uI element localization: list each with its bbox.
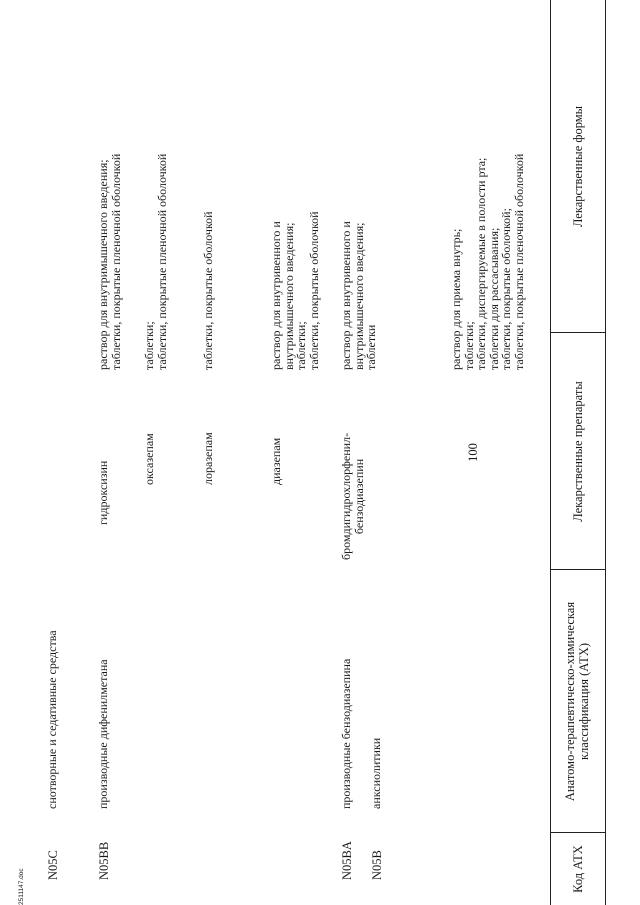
form-line: таблетки, покрытые пленочной оболочкой [511, 153, 526, 370]
header-atc-classification [563, 570, 591, 833]
header-atc-line-1: Анатомо-терапевтическо-химическая [563, 601, 577, 802]
atc-class-benzodiazepine-derivatives: производные бензодиазепина [339, 658, 353, 809]
form-line: раствор для внутривенного и [269, 221, 283, 370]
forms-cell-hydroxyzine [97, 154, 122, 370]
drug-oxazepam: оксазепам [142, 433, 156, 485]
header-atc-line-2: классификация (АТХ) [577, 642, 591, 761]
form-line: таблетки; [142, 321, 156, 370]
form-line: раствор для внутривенного и [339, 221, 353, 370]
forms-cell-continuation [450, 154, 526, 370]
page-number: 100 [466, 443, 480, 462]
atc-code-n05b: N05B [370, 850, 384, 880]
form-line: таблетки, покрытые оболочкой [201, 211, 215, 370]
form-line: таблетки, покрытые оболочкой; [499, 208, 514, 370]
form-line: внутримышечного введения; [281, 222, 296, 370]
atc-class-anxiolytics: анксиолитики [369, 737, 383, 809]
header-forms: Лекарственные формы [571, 105, 585, 228]
drug-hydroxyzine: гидроксизин [96, 460, 110, 525]
drug-diazepam: диазепам [269, 437, 283, 485]
drug-name-line: бромдигидрохлорфенил- [339, 432, 353, 560]
forms-cell-diazepam [270, 211, 320, 370]
atc-code-n05ba: N05BA [340, 841, 354, 880]
form-line: таблетки, покрытые оболочкой [306, 211, 321, 370]
form-line: таблетки для рассасывания; [486, 227, 501, 370]
form-line: раствор для внутримышечного введения; [96, 159, 110, 370]
form-line: таблетки, покрытые пленочной оболочкой [108, 153, 123, 370]
atc-class-diphenylmethane-derivatives: производные дифенилметана [96, 659, 110, 809]
atc-code-n05c: N05C [46, 850, 60, 880]
header-drugs: Лекарственные препараты [571, 381, 585, 522]
forms-cell-bromdihydrochlorphenylbenzodiazepine [340, 221, 378, 370]
footer-filename: 2511147.doc [18, 868, 25, 905]
form-line: таблетки, диспергируемые в полости рта; [474, 157, 489, 370]
drug-lorazepam: лоразепам [201, 432, 215, 485]
form-line: таблетки, покрытые пленочной оболочкой [154, 153, 169, 370]
drug-bromdihydrochlorphenylbenzodiazepine [340, 433, 365, 560]
table-top-border [550, 0, 551, 905]
atc-class-hypnotics-sedatives: снотворные и седативные средства [45, 630, 59, 809]
forms-cell-oxazepam [143, 154, 168, 370]
form-line: внутримышечного введения; [351, 222, 366, 370]
form-line: таблетки; [461, 321, 476, 370]
form-line: раствор для приема внутрь; [449, 228, 463, 370]
table-header-border [605, 0, 606, 905]
form-line: таблетки [364, 324, 379, 370]
form-line: таблетки; [294, 321, 309, 370]
atc-code-n05bb: N05BB [97, 841, 111, 880]
forms-cell-lorazepam [202, 211, 215, 370]
header-code: Код АТХ [571, 845, 585, 893]
drug-name-line: бензодиазепин [351, 458, 366, 535]
